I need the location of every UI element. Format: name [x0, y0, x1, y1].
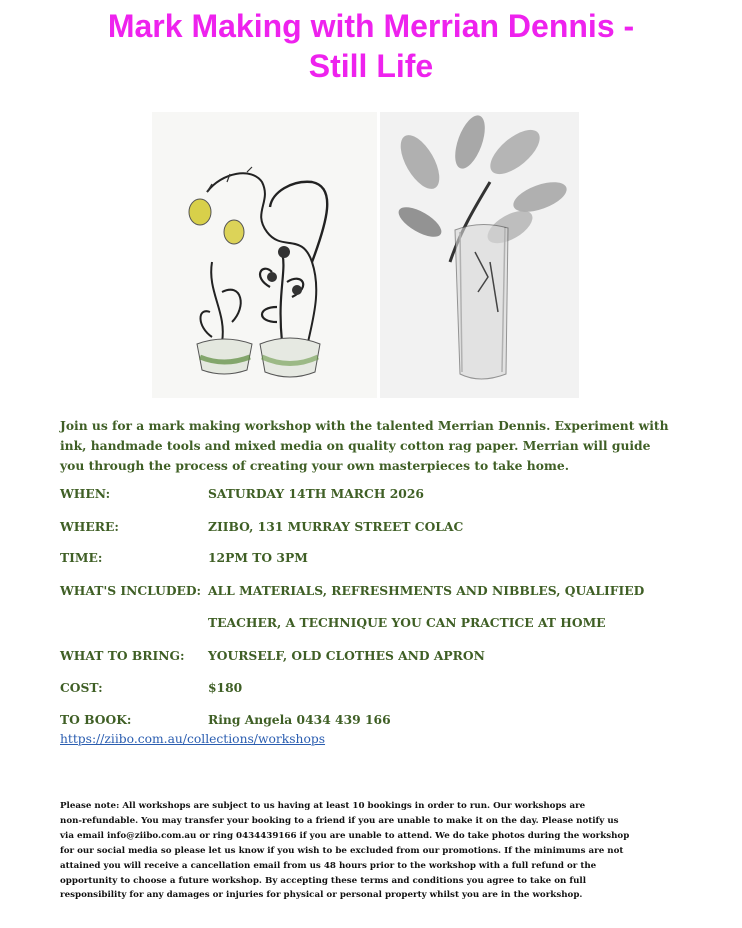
lemon-plants-illustration	[152, 112, 377, 398]
terms-note	[60, 799, 684, 903]
bring-value: YOURSELF, OLD CLOTHES AND APRON	[208, 648, 485, 663]
bring-label: WHAT TO BRING:	[60, 648, 185, 663]
intro-line-1: Join us for a mark making workshop with the talented Merrian Dennis. Experiment with	[60, 418, 669, 433]
included-label: WHAT'S INCLUDED:	[60, 583, 202, 598]
still-life-artwork-vase	[380, 112, 579, 398]
note-line-1: Please note: All workshops are subject to us having at least 10 bookings in order to run. Our workshops are	[60, 801, 586, 811]
included-value-1: ALL MATERIALS, REFRESHMENTS AND NIBBLES, QUALIFIED	[208, 583, 645, 598]
time-label: TIME:	[60, 550, 103, 565]
cost-value: $180	[208, 680, 243, 695]
where-value: ZIIBO, 131 MURRAY STREET COLAC	[208, 519, 464, 534]
intro-line-2: ink, handmade tools and mixed media on quality cotton rag paper. Merrian will guide	[60, 438, 651, 453]
cost-label: COST:	[60, 680, 103, 695]
book-label: TO BOOK:	[60, 712, 132, 727]
note-line-2: non-refundable. You may transfer your booking to a friend if you are unable to make it on the day. Please notify us	[60, 815, 619, 826]
title-line-2: Still Life	[308, 48, 434, 84]
note-line-7: responsibility for any damages or injuries for physical or personal property whilst you are in the workshop.	[60, 890, 583, 901]
when-value: SATURDAY 14TH MARCH 2026	[208, 486, 424, 501]
note-line-4: for our social media so please let us know if you wish to be excluded from our promotions. If the minimums are not	[60, 845, 624, 856]
page-title	[0, 6, 742, 86]
vase-plant-illustration	[380, 112, 579, 398]
intro-paragraph	[60, 416, 690, 476]
workshops-link[interactable]: https://ziibo.com.au/collections/workshops	[60, 732, 326, 746]
intro-line-3: you through the process of creating your own masterpieces to take home.	[60, 458, 570, 473]
note-line-3: via email info@ziibo.com.au or ring 0434439166 if you are unable to attend. We do take photos during the workshop	[60, 830, 630, 841]
included-value-2: TEACHER, A TECHNIQUE YOU CAN PRACTICE AT HOME	[208, 615, 606, 630]
time-value: 12PM TO 3PM	[208, 550, 308, 565]
book-value: Ring Angela 0434 439 166	[208, 712, 391, 727]
note-line-6: opportunity to choose a future workshop. By accepting these terms and conditions you agree to take on full	[60, 875, 586, 886]
title-line-1: Mark Making with Merrian Dennis -	[107, 8, 635, 44]
still-life-artwork-lemons	[152, 112, 377, 398]
where-label: WHERE:	[60, 519, 119, 534]
note-line-5: attained you will receive a cancellation email from us 48 hours prior to the workshop with a full refund or the	[60, 860, 597, 871]
when-label: WHEN:	[60, 486, 111, 501]
